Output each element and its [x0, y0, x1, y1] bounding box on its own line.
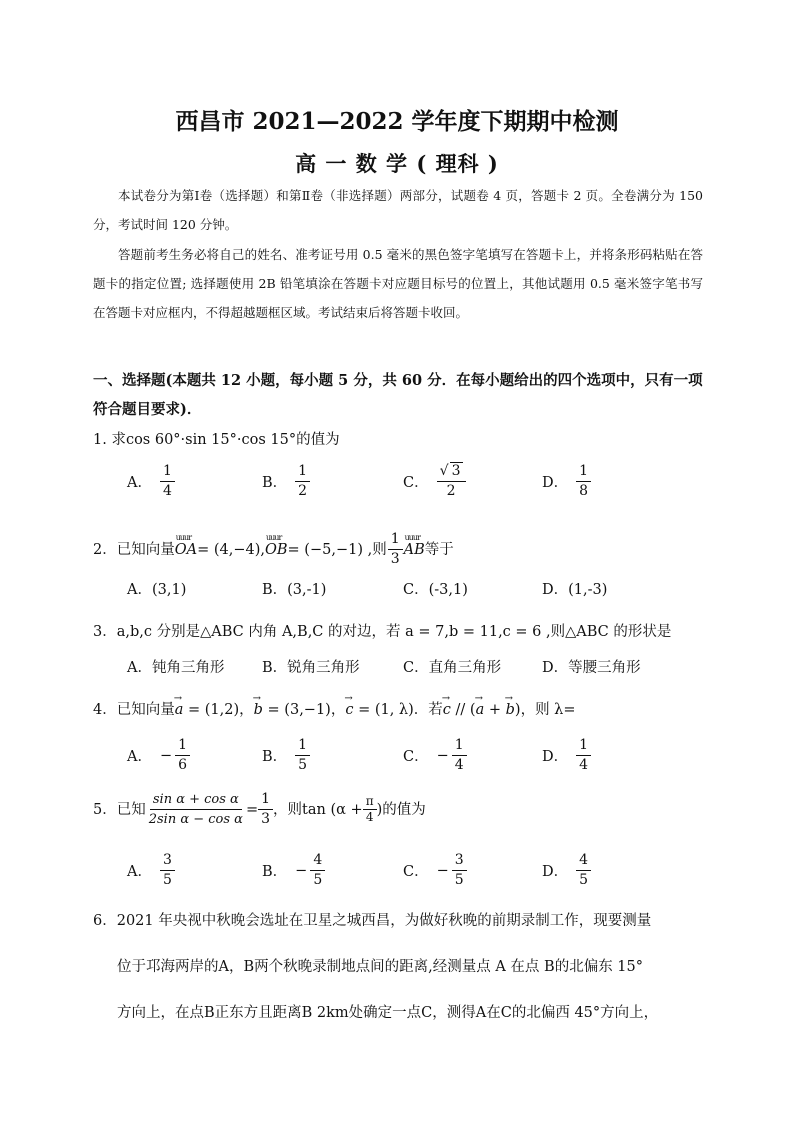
- question-6-line: 方向上，在点B正东方且距离B 2km处确定一点C，测得A在C的北偏西 45°方向上，: [117, 1005, 659, 1021]
- exam-title: 西昌市 2021—2022 学年度下期期中检测: [175, 108, 619, 135]
- fraction: $\frac{4}{5}$: [310, 851, 325, 890]
- q2-option-d[interactable]: D．(1,-3): [542, 582, 608, 598]
- q5-option-c[interactable]: C． − $\frac{3}{5}$: [403, 851, 467, 890]
- question-2-stem: 2．已知向量 uuur OA = (4,−4), uuur OB = (−5,−1) ,则 $\frac{1}{3}$ uuur AB 等于: [93, 530, 713, 569]
- q2-option-a[interactable]: A．(3,1): [127, 582, 187, 598]
- instructions-paragraph: 本试卷分为第Ⅰ卷（选择题）和第Ⅱ卷（非选择题）两部分，试题卷 4 页，答题卡 2 页。全卷满分为 150 分，考试时间 120 分钟。: [93, 188, 703, 232]
- q1-option-d[interactable]: D． $\frac{1}{8}$: [542, 462, 591, 501]
- q4-option-b[interactable]: B． $\frac{1}{5}$: [262, 736, 310, 775]
- fraction: $\frac{1}{2}$: [295, 462, 310, 501]
- fraction: $\frac{4}{5}$: [576, 851, 591, 890]
- instructions-paragraph: 答题前考生务必将自己的姓名、准考证号用 0.5 毫米的黑色签字笔填写在答题卡上，并将条形码粘贴在答题卡的指定位置; 选择题使用 2B 铅笔填涂在答题卡对应题目标号的位置上，其他试题用 0.5 毫米签字笔书写在答题卡对应框内，不得超越题框区域。考试结束后将答题卡收回。: [93, 247, 703, 320]
- vector-oa: uuur OA: [175, 538, 197, 562]
- q4-option-d[interactable]: D． $\frac{1}{4}$: [542, 736, 591, 775]
- q2-option-b[interactable]: B．(3,-1): [262, 582, 327, 598]
- vector-c: → c: [443, 698, 451, 722]
- vector-b: → b: [506, 698, 515, 722]
- fraction: $\frac{3}{5}$: [160, 851, 175, 890]
- q1-option-c[interactable]: C． √ $\frac{3}{2}$: [403, 462, 466, 501]
- question-4-stem: 4．已知向量→ a = (1,2)，→ b = (3,−1)，→ c = (1, λ)．若→ c // (→ a + → b)，则 λ=: [93, 698, 713, 722]
- q4-option-a[interactable]: A． − $\frac{1}{6}$: [127, 736, 190, 775]
- question-3-stem: 3．a,b,c 分别是△ABC 内角 A,B,C 的对边，若 a = 7,b = 11,c = 6 ,则△ABC 的形状是: [93, 624, 672, 640]
- fraction: $\frac{1}{3}$: [388, 530, 403, 569]
- question-6-line: 6．2021 年央视中秋晚会选址在卫星之城西昌，为做好秋晚的前期录制工作，现要测量: [93, 913, 652, 929]
- q2-option-c[interactable]: C．(-3,1): [403, 582, 468, 598]
- vector-a: → a: [175, 698, 184, 722]
- vector-c: → c: [345, 698, 353, 722]
- fraction: $\frac{1}{8}$: [576, 462, 591, 501]
- q5-option-a[interactable]: A． $\frac{3}{5}$: [127, 851, 175, 890]
- section-heading: 一、选择题(本题共 12 小题，每小题 5 分，共 60 分．在每小题给出的四个选项中，只有一项符合题目要求)．: [93, 372, 703, 418]
- q1-option-b[interactable]: B． $\frac{1}{2}$: [262, 462, 310, 501]
- q3-option-c[interactable]: C．直角三角形: [403, 660, 502, 676]
- vector-ab: uuur AB: [404, 538, 425, 562]
- question-5-stem: 5．已知 $\frac{\text{sin α + cos α}}{\text{2sin α − cos α}}$ = $\frac{1}{3}$ ，则tan (α + $\frac{\pi}{4}$ )的值为: [93, 791, 426, 827]
- question-6-line: 位于邛海两岸的A，B两个秋晚录制地点间的距离,经测量点 A 在点 B的北偏东 15°: [117, 959, 643, 975]
- vector-ob: uuur OB: [265, 538, 288, 562]
- fraction: $\frac{1}{5}$: [295, 736, 310, 775]
- exam-subtitle: 高 一 数 学 ( 理科 ): [295, 151, 499, 176]
- q3-option-a[interactable]: A．钝角三角形: [127, 660, 225, 676]
- fraction: $\frac{\text{sin α + cos α}}{\text{2sin α − cos α}}$: [148, 792, 243, 827]
- vector-b: → b: [254, 698, 263, 722]
- fraction: $\frac{1}{4}$: [160, 462, 175, 501]
- fraction: $\frac{1}{3}$: [258, 790, 273, 829]
- fraction: $\frac{1}{4}$: [452, 736, 467, 775]
- q5-option-d[interactable]: D． $\frac{4}{5}$: [542, 851, 591, 890]
- q5-option-b[interactable]: B． − $\frac{4}{5}$: [262, 851, 325, 890]
- question-1-stem: 1. 求cos 60°·sin 15°·cos 15°的值为: [93, 432, 340, 448]
- q3-option-b[interactable]: B．锐角三角形: [262, 660, 360, 676]
- fraction: √ $\frac{3}{2}$: [437, 462, 466, 501]
- q1-option-a[interactable]: A． $\frac{1}{4}$: [127, 462, 175, 501]
- q4-option-c[interactable]: C． − $\frac{1}{4}$: [403, 736, 467, 775]
- sqrt-symbol: √ 3: [440, 463, 463, 479]
- fraction: $\frac{3}{5}$: [452, 851, 467, 890]
- fraction: $\frac{1}{4}$: [576, 736, 591, 775]
- vector-a: → a: [476, 698, 485, 722]
- fraction: $\frac{1}{6}$: [175, 736, 190, 775]
- q3-option-d[interactable]: D．等腰三角形: [542, 660, 641, 676]
- fraction: $\frac{\pi}{4}$: [363, 794, 377, 825]
